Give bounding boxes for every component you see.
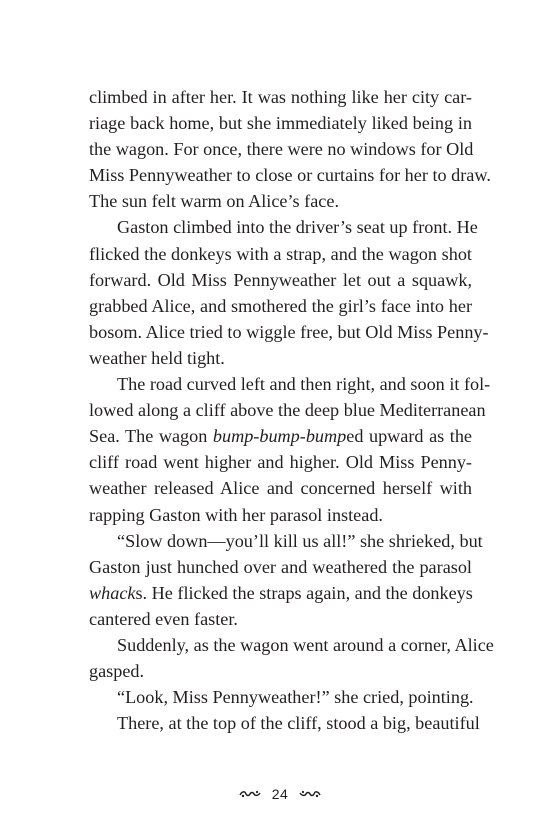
text-line: climbed in after her. It was nothing like her city car- bbox=[89, 87, 472, 107]
text-line: cantered even faster. bbox=[89, 608, 238, 629]
text-line: The road curved left and then right, and soon it fol- bbox=[117, 374, 491, 395]
text-line: riage back home, but she immediately liked being in bbox=[89, 113, 472, 134]
text-line: grabbed Alice, and smothered the girl’s face into her bbox=[89, 295, 472, 316]
text-line: whacks. He flicked the straps again, and the donkeys bbox=[89, 582, 473, 603]
body-text bbox=[89, 84, 494, 736]
text-line: flicked the donkeys with a strap, and the wagon shot bbox=[89, 243, 472, 264]
text-line: “Look, Miss Pennyweather!” she cried, pointing. bbox=[117, 687, 474, 708]
text-line: lowed along a cliff above the deep blue Mediterranean bbox=[89, 400, 486, 421]
emphasis-text: bump-bump-bump bbox=[212, 426, 347, 447]
text-line: Miss Pennyweather to close or curtains for her to draw. bbox=[89, 165, 491, 186]
text-line: cliff road went higher and higher. Old Miss Penny- bbox=[89, 452, 472, 473]
text-line: Gaston just hunched over and weathered the parasol bbox=[89, 556, 472, 577]
text-line: weather released Alice and concerned herself with bbox=[89, 478, 472, 499]
text-line: gasped. bbox=[89, 661, 145, 682]
text-line: weather held tight. bbox=[89, 347, 225, 368]
scroll-ornament-right-icon bbox=[299, 789, 321, 799]
text-line: Gaston climbed into the driver’s seat up front. He bbox=[117, 217, 478, 238]
text-line: forward. Old Miss Pennyweather let out a squawk, bbox=[89, 269, 472, 290]
scroll-ornament-left-icon bbox=[239, 789, 261, 799]
text-line: “Slow down—you’ll kill us all!” she shrieked, but bbox=[117, 530, 483, 551]
page-footer bbox=[0, 786, 560, 802]
text-line: Suddenly, as the wagon went around a corner, Alice bbox=[117, 634, 494, 655]
text-line: The sun felt warm on Alice’s face. bbox=[89, 191, 339, 212]
page-number: 24 bbox=[271, 786, 289, 802]
text-line: bosom. Alice tried to wiggle free, but Old Miss Penny- bbox=[89, 321, 489, 342]
text-line: the wagon. For once, there were no windows for Old bbox=[89, 139, 474, 160]
text-line: Sea. The wagon bump-bump-bumped upward as the bbox=[89, 426, 472, 447]
text-line: There, at the top of the cliff, stood a big, beautiful bbox=[117, 713, 480, 734]
text-line: rapping Gaston with her parasol instead. bbox=[89, 504, 383, 525]
emphasis-text: whack bbox=[89, 582, 136, 603]
